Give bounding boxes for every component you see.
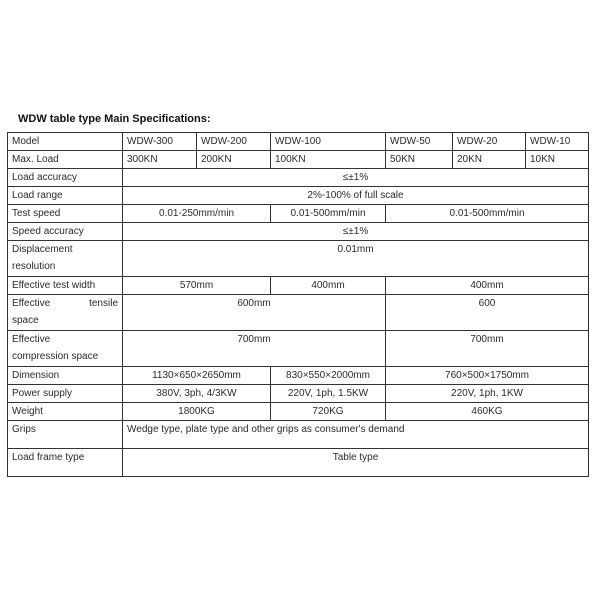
row-label: Grips [8,421,123,449]
row-label: Weight [8,403,123,421]
value-cell: 20KN [453,151,526,169]
table-row-dimension [8,367,589,385]
specifications-table [7,132,589,477]
value-cell: 220V, 1ph, 1KW [386,385,589,403]
row-label [8,331,123,367]
table-title: WDW table type Main Specifications: [18,113,211,125]
value-cell: 0.01-250mm/min [123,205,271,223]
value-cell: 100KN [271,151,386,169]
model-cell: WDW-20 [453,133,526,151]
row-label-line: space [12,315,39,326]
value-cell: Wedge type, plate type and other grips as consumer's demand [123,421,589,449]
model-cell: WDW-200 [197,133,271,151]
model-cell: WDW-100 [271,133,386,151]
value-cell: 760×500×1750mm [386,367,589,385]
model-cell: WDW-300 [123,133,197,151]
row-label-word: tensile [89,298,118,309]
table-row-load-range [8,187,589,205]
row-label-line: compression space [12,351,99,362]
value-cell: 1130×650×2650mm [123,367,271,385]
row-label: Effective test width [8,277,123,295]
table-row-model [8,133,589,151]
row-label: Dimension [8,367,123,385]
row-label: Load frame type [8,449,123,477]
value-cell: 830×550×2000mm [271,367,386,385]
table-row-load-frame-type [8,449,589,477]
value-cell: 700mm [123,331,386,367]
table-row-grips [8,421,589,449]
row-label: Load range [8,187,123,205]
row-label-line: resolution [12,261,56,272]
value-cell: 460KG [386,403,589,421]
row-label: Test speed [8,205,123,223]
value-cell: 400mm [386,277,589,295]
row-label: Model [8,133,123,151]
table-row-displacement-resolution [8,241,589,277]
value-cell: 720KG [271,403,386,421]
row-label-line: Displacement [12,244,73,255]
value-cell: Table type [123,449,589,477]
table-row-load-accuracy [8,169,589,187]
row-label: Load accuracy [8,169,123,187]
value-cell: 0.01-500mm/min [271,205,386,223]
table-row-max-load [8,151,589,169]
value-cell: 0.01-500mm/min [386,205,589,223]
row-label: Power supply [8,385,123,403]
table-row-test-speed [8,205,589,223]
value-cell: 50KN [386,151,453,169]
table-row-effective-compression-space [8,331,589,367]
table-row-power-supply [8,385,589,403]
value-cell: 200KN [197,151,271,169]
row-label [8,241,123,277]
value-cell: 10KN [526,151,589,169]
value-cell: 300KN [123,151,197,169]
row-label-line: Effective [12,334,51,345]
table-row-speed-accuracy [8,223,589,241]
table-row-effective-tensile-space [8,295,589,331]
model-cell: WDW-50 [386,133,453,151]
value-cell: 2%-100% of full scale [123,187,589,205]
value-cell: ≤±1% [123,169,589,187]
value-cell: 380V, 3ph, 4/3KW [123,385,271,403]
value-cell: 220V, 1ph, 1.5KW [271,385,386,403]
value-cell: 600mm [123,295,386,331]
value-cell: 600 [386,295,589,331]
value-cell: 1800KG [123,403,271,421]
row-label-word: Effective [12,298,51,309]
row-label: Speed accuracy [8,223,123,241]
value-cell: 400mm [271,277,386,295]
table-row-weight [8,403,589,421]
value-cell: 0.01mm [123,241,589,277]
value-cell: 700mm [386,331,589,367]
table-row-effective-test-width [8,277,589,295]
row-label [8,295,123,331]
value-cell: ≤±1% [123,223,589,241]
value-cell: 570mm [123,277,271,295]
model-cell: WDW-10 [526,133,589,151]
row-label: Max. Load [8,151,123,169]
